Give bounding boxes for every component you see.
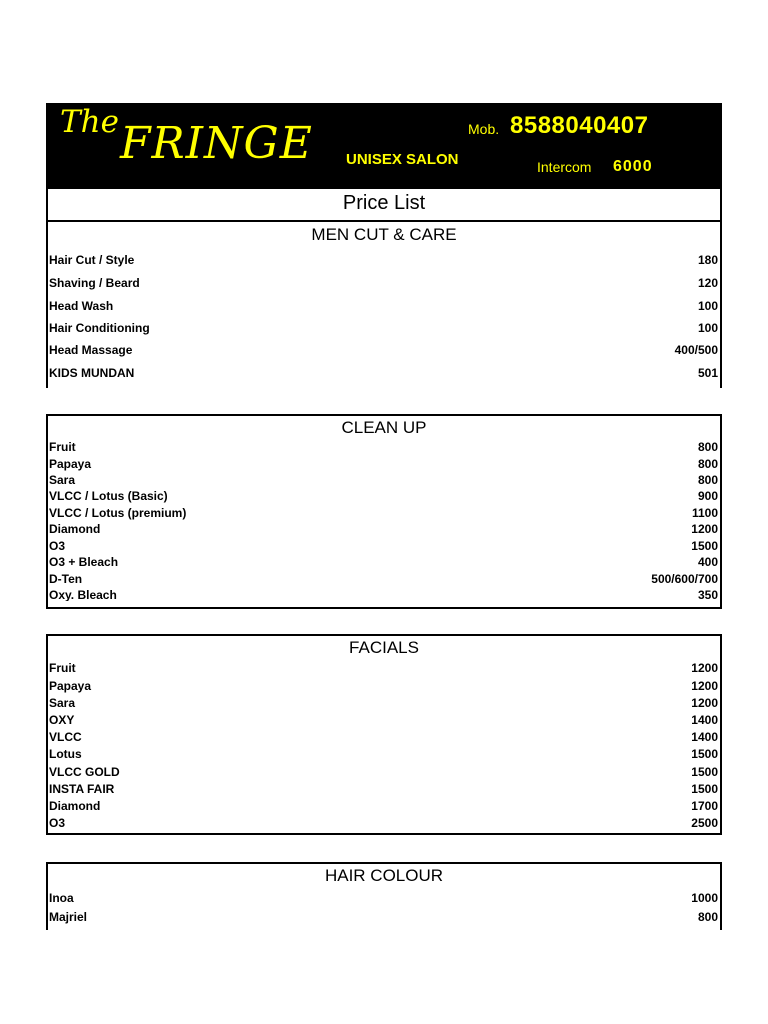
mobile-label: Mob.: [468, 121, 500, 137]
list-item: [49, 729, 718, 745]
item-name: Head Wash: [49, 299, 114, 313]
item-name: Inoa: [49, 891, 74, 905]
item-name: VLCC: [49, 730, 82, 744]
list-item: [49, 320, 718, 336]
section-title-cleanup: CLEAN UP: [341, 418, 427, 437]
item-name: Sara: [49, 696, 76, 710]
facials-list: [48, 661, 720, 833]
list-item: [49, 554, 718, 570]
item-name: Fruit: [49, 440, 76, 454]
list-item: [49, 815, 718, 831]
item-price: 1700: [691, 799, 718, 813]
item-name: Hair Conditioning: [49, 321, 150, 335]
men-left-border: [46, 222, 48, 388]
list-item: [49, 712, 718, 728]
item-price: 120: [697, 276, 718, 290]
list-item: [49, 298, 718, 314]
intercom-number: 6000: [613, 158, 653, 175]
item-price: 1200: [691, 661, 718, 675]
list-item: [49, 538, 718, 554]
list-item: [49, 456, 718, 472]
item-name: Fruit: [49, 661, 76, 675]
item-price: 1200: [691, 679, 718, 693]
item-name: O3: [49, 539, 66, 553]
list-item: [49, 505, 718, 521]
item-name: Shaving / Beard: [49, 276, 140, 290]
intercom-label: Intercom: [537, 159, 592, 175]
item-price: 350: [697, 588, 718, 601]
item-price: 800: [697, 910, 718, 924]
list-item: [49, 661, 718, 676]
item-price: 800: [697, 473, 718, 487]
item-name: VLCC / Lotus (Basic): [49, 489, 168, 503]
list-item: [49, 365, 718, 381]
list-item: [49, 275, 718, 291]
item-price: 2500: [691, 816, 718, 830]
brand-the: The: [60, 104, 119, 140]
item-price: 500/600/700: [651, 572, 718, 586]
brand-name: FRINGE: [120, 118, 313, 169]
item-price: 100: [697, 299, 718, 313]
item-name: Diamond: [49, 799, 101, 813]
item-price: 1200: [691, 696, 718, 710]
item-price: 900: [697, 489, 718, 503]
list-item: [49, 695, 718, 711]
section-title-men: MEN CUT & CARE: [311, 225, 457, 244]
item-price: 1000: [691, 891, 718, 905]
item-price: 800: [697, 457, 718, 471]
section-title-facials: FACIALS: [349, 638, 419, 657]
list-item: [49, 571, 718, 587]
list-item: [49, 890, 718, 906]
list-item: [49, 746, 718, 762]
item-name: Papaya: [49, 679, 92, 693]
item-price: 1500: [691, 747, 718, 761]
list-item: [49, 587, 718, 601]
list-item: [49, 781, 718, 797]
item-name: Diamond: [49, 522, 101, 536]
item-name: KIDS MUNDAN: [49, 366, 135, 380]
item-name: OXY: [49, 713, 75, 727]
item-price: 400: [697, 555, 718, 569]
item-name: Head Massage: [49, 343, 133, 357]
item-price: 1400: [691, 713, 718, 727]
item-name: Oxy. Bleach: [49, 588, 117, 601]
list-item: [49, 521, 718, 537]
item-price: 501: [697, 366, 718, 380]
list-item: [49, 252, 718, 268]
item-price: 1100: [691, 506, 718, 520]
price-list-title: Price List: [342, 192, 426, 214]
item-name: VLCC GOLD: [49, 765, 120, 779]
list-item: [49, 764, 718, 780]
mobile-number: 8588040407: [510, 112, 649, 139]
item-price: 1500: [691, 765, 718, 779]
list-item: [49, 440, 718, 455]
item-name: Papaya: [49, 457, 92, 471]
item-price: 1500: [691, 539, 718, 553]
item-name: Lotus: [49, 747, 82, 761]
section-title-colour: HAIR COLOUR: [324, 866, 444, 885]
item-price: 800: [697, 440, 718, 454]
list-item: [49, 678, 718, 694]
item-name: Sara: [49, 473, 76, 487]
list-item: [49, 488, 718, 504]
section-colour-top-border: [46, 862, 722, 864]
cleanup-list: [48, 440, 720, 601]
item-price: 1200: [691, 522, 718, 536]
brand-tagline: UNISEX SALON: [346, 151, 459, 168]
item-name: Majriel: [49, 910, 88, 924]
men-right-border: [720, 222, 722, 388]
item-name: VLCC / Lotus (premium): [49, 506, 187, 520]
item-name: INSTA FAIR: [49, 782, 115, 796]
item-name: D-Ten: [49, 572, 83, 586]
list-item: [49, 342, 718, 358]
item-price: 180: [697, 253, 718, 267]
item-price: 1500: [691, 782, 718, 796]
item-price: 100: [697, 321, 718, 335]
list-item: [49, 909, 718, 925]
item-price: 1400: [691, 730, 718, 744]
list-item: [49, 798, 718, 814]
item-name: O3 + Bleach: [49, 555, 119, 569]
list-item: [49, 472, 718, 488]
item-price: 400/500: [674, 343, 718, 357]
item-name: O3: [49, 816, 66, 830]
item-name: Hair Cut / Style: [49, 253, 135, 267]
